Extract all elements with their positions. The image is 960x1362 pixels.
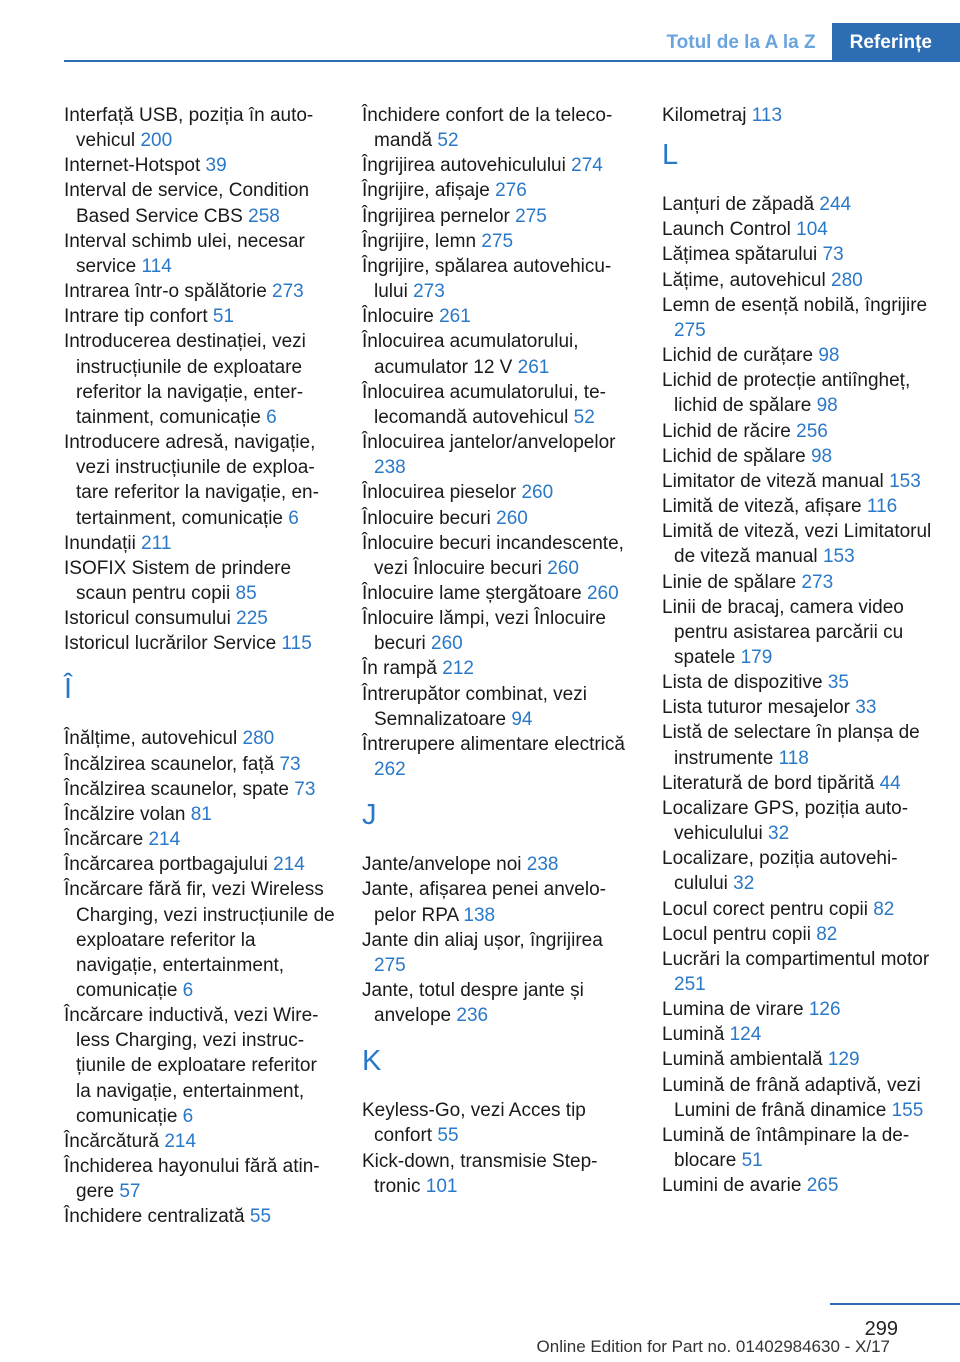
page-reference-link[interactable]: 129 [827, 1049, 860, 1071]
index-entry [64, 556, 336, 606]
page-reference-link[interactable]: 260 [586, 582, 619, 604]
index-entry-text: Keyless-Go, vezi Acces tip confort [362, 1100, 586, 1147]
index-entry [362, 229, 634, 254]
page-reference-link[interactable]: 94 [511, 708, 533, 730]
page-reference-link[interactable]: 273 [801, 571, 834, 593]
index-entry-text: Lățimea spătarului [662, 244, 818, 266]
index-entry-text: Îngrijire, afișaje [362, 180, 490, 202]
index-entry-text: Îngrijire, spălarea autovehiculului [362, 255, 612, 303]
page-reference-link[interactable]: 280 [242, 728, 275, 750]
header-divider [64, 60, 960, 62]
page-reference-link[interactable]: 52 [573, 406, 595, 428]
page-reference-link[interactable]: 6 [182, 980, 194, 1001]
index-entry [662, 695, 938, 720]
index-entry [64, 279, 336, 304]
page-reference-link[interactable]: 261 [439, 306, 471, 328]
page-reference-link[interactable]: 44 [879, 772, 901, 794]
page-reference-link[interactable]: 200 [140, 130, 173, 152]
page-reference-link[interactable]: 273 [413, 281, 445, 303]
page-reference-link[interactable]: 238 [374, 457, 406, 479]
index-entry-text: Interval de service, Condition Based Service CBS [64, 180, 310, 227]
index-entry [662, 419, 938, 444]
index-entry [64, 877, 336, 1003]
index-entry [64, 752, 336, 777]
index-entry [662, 1073, 938, 1123]
index-entry [362, 656, 634, 681]
index-entry [362, 606, 634, 656]
index-entry-text: Introducere adresă, navigație, vezi instrucțiunile de exploatare referitor la navigație, entertainment, comunicație [64, 432, 319, 529]
page-reference-link[interactable]: 276 [495, 180, 527, 202]
page-reference-link[interactable]: 244 [819, 194, 852, 216]
page-reference-link[interactable]: 275 [481, 230, 514, 252]
index-entry [662, 1022, 938, 1047]
index-entry-text: Lumină de întâmpinare la deblocare [662, 1124, 910, 1172]
index-entry [662, 192, 938, 217]
index-entry-text: Limită de viteză, vezi Limitatorul de viteză manual [662, 521, 932, 568]
index-entry-text: Închidere centralizată [64, 1206, 245, 1228]
index-entry-text: Linii de bracaj, camera video pentru asistarea parcării cu spatele [662, 596, 904, 668]
index-entry [662, 444, 938, 469]
index-entry [64, 1003, 336, 1129]
index-entry [64, 329, 336, 430]
page-reference-link[interactable]: 214 [148, 829, 181, 851]
index-entry [662, 997, 938, 1022]
page-reference-link[interactable]: 6 [266, 406, 277, 428]
index-entry-text: ISOFIX Sistem de prindere scaun pentru copii [64, 557, 292, 604]
page-reference-link[interactable]: 251 [674, 974, 706, 995]
page-reference-link[interactable]: 52 [437, 130, 459, 152]
index-column-3 [662, 103, 938, 1198]
index-entry [662, 897, 938, 922]
index-entry [362, 1149, 634, 1199]
index-entry-text: Internet-Hotspot [64, 155, 201, 177]
index-entry [662, 268, 938, 293]
index-entry [662, 846, 938, 896]
page-reference-link[interactable]: 33 [855, 697, 877, 719]
page-reference-link[interactable]: 114 [141, 255, 172, 277]
index-entry [64, 304, 336, 329]
index-entry-text: Înlocuirea acumulatorului, telecomandă autovehicul [362, 381, 606, 428]
page-reference-link[interactable]: 274 [571, 155, 603, 177]
page-reference-link[interactable]: 6 [288, 507, 299, 529]
index-entry-text: Înlocuirea acumulatorului, acumulator 12 V [362, 331, 579, 378]
page-reference-link[interactable]: 51 [212, 306, 235, 328]
index-entry-text: Istoricul lucrărilor Service [64, 633, 277, 655]
page-reference-link[interactable]: 155 [891, 1099, 924, 1121]
header-tabs [650, 23, 960, 62]
page-number: 299 [864, 1318, 898, 1340]
page-reference-link[interactable]: 35 [827, 672, 849, 694]
index-entry [662, 947, 938, 997]
page-reference-link[interactable]: 98 [810, 445, 833, 467]
index-entry [662, 217, 938, 242]
index-entry [64, 153, 336, 178]
index-entry [362, 380, 634, 430]
index-entry-text: Lichid de spălare [662, 445, 806, 467]
index-entry [662, 771, 938, 796]
index-entry [362, 178, 634, 203]
index-entry [362, 304, 634, 329]
page-reference-link[interactable]: 225 [236, 608, 268, 630]
page-reference-link[interactable]: 82 [873, 898, 895, 920]
index-entry [362, 682, 634, 732]
index-entry-text: Lichid de curățare [662, 345, 814, 367]
index-entry-text: Lichid de protecție antiîngheț, lichid de spălare [662, 370, 911, 417]
index-entry-text: Lista tuturor mesajelor [662, 697, 850, 719]
index-entry [64, 726, 336, 751]
index-entry-text: Limită de viteză, afișare [662, 496, 862, 518]
index-entry [662, 595, 938, 670]
index-entry [64, 606, 336, 631]
index-entry [362, 480, 634, 505]
page-reference-link[interactable]: 32 [768, 823, 790, 845]
index-letter-heading: K [362, 1045, 382, 1078]
page-reference-link[interactable]: 104 [796, 219, 828, 241]
index-entry [362, 1098, 634, 1148]
index-entry-text: Jante, afișarea penei anvelopelor RPA [362, 879, 606, 926]
index-entry [64, 777, 336, 802]
index-entry-text: Încărcarea portbagajului [64, 854, 268, 876]
page-reference-link[interactable]: 275 [674, 319, 706, 341]
page-reference-link[interactable]: 55 [249, 1206, 272, 1228]
index-letter-heading: L [662, 139, 679, 172]
page-reference-link[interactable]: 73 [279, 753, 301, 775]
index-entry-text: Lista de dispozitive [662, 672, 823, 694]
page-reference-link[interactable]: 275 [374, 954, 406, 976]
index-entry-text: Lățime, autovehicul [662, 269, 826, 291]
index-entry [662, 1123, 938, 1173]
page-reference-link[interactable]: 275 [515, 205, 547, 227]
index-entry [662, 293, 938, 343]
page-reference-link[interactable]: 101 [425, 1175, 458, 1197]
index-entry-text: Kick-down, transmisie Steptronic [362, 1150, 598, 1197]
page-reference-link[interactable]: 81 [190, 803, 212, 825]
page-reference-link[interactable]: 153 [889, 470, 921, 492]
index-entry-text: Linie de spălare [662, 571, 797, 593]
page-reference-link[interactable]: 258 [248, 205, 280, 227]
index-entry [662, 570, 938, 595]
page-reference-link[interactable]: 115 [281, 633, 312, 655]
index-entry-text: Înlocuire [362, 306, 434, 328]
index-entry-text: Înlocuire lămpi, vezi Înlocuire becuri [362, 608, 606, 655]
page-reference-link[interactable]: 236 [456, 1005, 489, 1027]
page-reference-link[interactable]: 179 [740, 646, 773, 668]
index-entry-text: Lemn de esență nobilă, îngrijire [662, 294, 928, 316]
page-reference-link[interactable]: 113 [751, 105, 783, 126]
index-entry-text: Lumină ambientală [662, 1049, 823, 1071]
index-entry-text: Localizare GPS, poziția autovehiculului [662, 797, 909, 845]
page-reference-link[interactable]: 32 [733, 873, 755, 895]
index-entry [64, 103, 336, 153]
edition-note: Online Edition for Part no. 01402984630 - X/17 [536, 1337, 890, 1356]
index-entry [662, 1047, 938, 1072]
index-entry [64, 852, 336, 877]
page-reference-link[interactable]: 260 [431, 633, 463, 655]
index-entry-text: Lucrări la compartimentul motor [662, 948, 930, 970]
index-entry-text: Înlocuirea pieselor [362, 482, 517, 504]
index-entry [662, 796, 938, 846]
index-entry [64, 802, 336, 827]
index-entry-text: Localizare, poziția autovehiculului [662, 848, 898, 895]
page-reference-link[interactable]: 238 [526, 854, 559, 876]
index-entry [64, 430, 336, 531]
index-entry-text: Încărcătură [64, 1130, 160, 1152]
index-entry [64, 531, 336, 556]
index-entry [362, 103, 634, 153]
page-reference-link[interactable]: 73 [822, 244, 844, 266]
index-entry [362, 531, 634, 581]
page-reference-link[interactable]: 51 [741, 1150, 763, 1172]
index-entry [362, 978, 634, 1028]
index-entry-text: Jante din aliaj ușor, îngrijirea [362, 929, 603, 951]
index-entry [362, 877, 634, 927]
footer-divider [830, 1303, 960, 1305]
tab-references: Referințe [832, 23, 960, 62]
page-reference-link[interactable]: 261 [517, 356, 550, 378]
index-entry-text: Întrerupător combinat, vezi Semnalizatoare [362, 683, 587, 730]
index-entry-text: Intrare tip confort [64, 306, 208, 328]
index-entry [64, 1129, 336, 1154]
page-reference-link[interactable]: 260 [547, 557, 579, 579]
page-reference-link[interactable]: 138 [463, 904, 496, 926]
index-column-2 [362, 103, 634, 1199]
page-reference-link[interactable]: 98 [816, 395, 838, 417]
page-reference-link[interactable]: 124 [729, 1024, 762, 1046]
index-entry-text: Încălzirea scaunelor, față [64, 753, 275, 775]
page-reference-link[interactable]: 212 [442, 658, 474, 680]
page-reference-link[interactable]: 126 [808, 999, 841, 1021]
page-reference-link[interactable]: 273 [272, 281, 304, 303]
page-reference-link[interactable]: 116 [866, 496, 898, 518]
index-entry [662, 494, 938, 519]
index-column-1 [64, 103, 336, 1230]
page-reference-link[interactable]: 85 [235, 582, 257, 604]
index-entry [662, 1173, 938, 1198]
page-reference-link[interactable]: 39 [205, 155, 227, 177]
page-reference-link[interactable]: 280 [831, 269, 863, 291]
index-entry-text: Încărcare [64, 829, 144, 851]
index-entry [64, 1204, 336, 1229]
index-entry-text: Jante, totul despre jante și anvelope [362, 980, 584, 1027]
index-entry [662, 720, 938, 770]
index-entry-text: Înlocuire lame ștergătoare [362, 582, 582, 604]
index-entry [64, 229, 336, 279]
index-entry-text: Istoricul consumului [64, 608, 231, 630]
index-entry-text: Întrerupere alimentare electrică [362, 733, 625, 755]
index-entry-text: Kilometraj [662, 105, 747, 126]
index-entry-text: Încălzirea scaunelor, spate [64, 778, 289, 800]
index-entry [662, 519, 938, 569]
index-entry-text: Lichid de răcire [662, 420, 791, 442]
index-entry-text: Lumină de frână adaptivă, vezi Lumini de frână dinamice [662, 1074, 921, 1121]
page-reference-link[interactable]: 6 [182, 1105, 194, 1127]
index-entry-text: Interval schimb ulei, necesar service [64, 230, 305, 277]
index-entry-text: Introducerea destinației, vezi instrucțiunile de exploatare referitor la navigație, entertainment, comunicație [64, 331, 306, 428]
page-reference-link[interactable]: 55 [437, 1125, 459, 1147]
index-entry-text: Listă de selectare în planșa de instrumente [662, 722, 920, 769]
index-entry [64, 178, 336, 228]
index-entry [362, 204, 634, 229]
index-entry [362, 581, 634, 606]
page-reference-link[interactable]: 256 [796, 420, 828, 442]
index-entry-text: Încălzire volan [64, 803, 186, 825]
index-letter-heading: J [362, 799, 377, 832]
index-entry [362, 254, 634, 304]
index-entry [662, 469, 938, 494]
index-entry-text: Încărcare inductivă, vezi Wireless Charging, vezi instrucțiunile de exploatare referitor la navigație, entertainment, comunicație [64, 1005, 319, 1127]
index-entry-text: Interfață USB, poziția în autovehicul [64, 105, 314, 152]
index-entry-text: Locul corect pentru copii [662, 898, 868, 920]
index-entry-text: Îngrijirea autovehiculului [362, 155, 566, 177]
index-entry [362, 153, 634, 178]
index-entry-text: În rampă [362, 658, 437, 680]
index-entry-text: Lanțuri de zăpadă [662, 194, 815, 216]
page-reference-link[interactable]: 98 [818, 345, 840, 367]
index-entry [662, 103, 938, 128]
index-entry [662, 922, 938, 947]
index-entry-text: Încărcare fără fir, vezi Wireless Charging, vezi instrucțiunile de exploatare referitor la navigație, entertainment, comunicație [64, 879, 335, 1001]
index-entry-text: Îngrijirea pernelor [362, 205, 510, 227]
index-entry [662, 670, 938, 695]
index-entry [362, 329, 634, 379]
index-entry-text: Launch Control [662, 219, 791, 241]
index-entry-text: Intrarea într-o spălătorie [64, 281, 267, 303]
section-title: Totul de la A la Z [666, 32, 816, 53]
page-reference-link[interactable]: 214 [164, 1130, 197, 1152]
index-entry-text: Înlocuire becuri [362, 507, 491, 529]
page-reference-link[interactable]: 153 [822, 546, 855, 568]
index-entry [662, 242, 938, 267]
index-entry-text: Închidere confort de la telecomandă [362, 105, 613, 152]
index-entry [362, 928, 634, 978]
index-entry-text: Îngrijire, lemn [362, 230, 477, 252]
page-reference-link[interactable]: 262 [374, 759, 406, 781]
index-entry-text: Înlocuirea jantelor/anvelopelor [362, 432, 616, 454]
index-entry [662, 343, 938, 368]
page-reference-link[interactable]: 211 [141, 532, 172, 554]
index-entry-text: Jante/anvelope noi [362, 854, 522, 876]
index-letter-heading: Î [64, 673, 73, 706]
page-reference-link[interactable]: 260 [521, 482, 554, 504]
index-entry-text: Lumina de virare [662, 999, 804, 1021]
index-entry-text: Înălțime, autovehicul [64, 728, 238, 750]
index-entry [662, 368, 938, 418]
index-entry-text: Lumini de avarie [662, 1175, 802, 1197]
page-reference-link[interactable]: 73 [294, 778, 316, 800]
index-entry-text: Literatură de bord tipărită [662, 772, 875, 794]
index-entry-text: Înlocuire becuri incandescente, vezi Înlocuire becuri [362, 532, 624, 579]
index-entry [64, 631, 336, 656]
index-entry-text: Limitator de viteză manual [662, 470, 884, 492]
page-reference-link[interactable]: 82 [816, 923, 838, 945]
index-entry [64, 1154, 336, 1204]
index-entry [362, 430, 634, 480]
page-reference-link[interactable]: 214 [273, 854, 305, 876]
index-entry [362, 506, 634, 531]
page-reference-link[interactable]: 260 [496, 507, 528, 529]
index-entry [362, 852, 634, 877]
index-entry-text: Închiderea hayonului fără atingere [64, 1156, 320, 1203]
index-entry [362, 732, 634, 782]
page-reference-link[interactable]: 265 [806, 1175, 839, 1197]
index-entry-text: Lumină [662, 1024, 725, 1046]
index-entry-text: Locul pentru copii [662, 923, 811, 945]
index-entry-text: Inundații [64, 532, 136, 554]
index-entry [64, 827, 336, 852]
page-reference-link[interactable]: 118 [778, 747, 809, 769]
page-reference-link[interactable]: 57 [119, 1181, 141, 1203]
